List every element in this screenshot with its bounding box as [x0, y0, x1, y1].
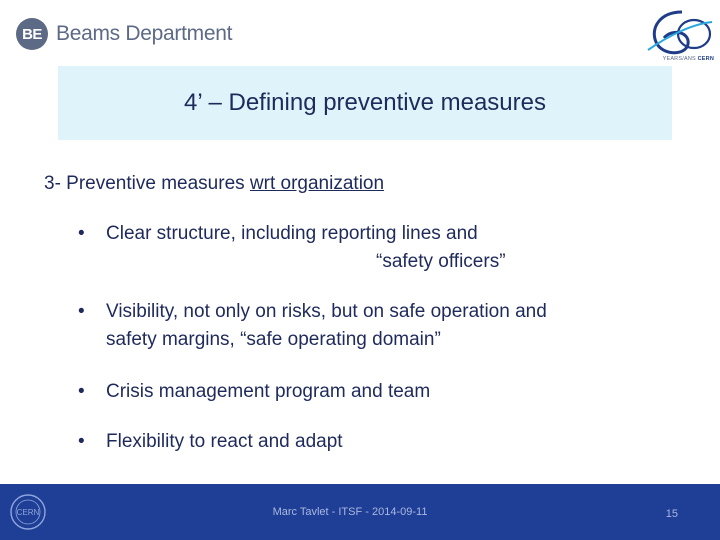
bullet-dot: • [78, 431, 85, 452]
bullet-item [78, 298, 686, 354]
anniversary-caption [663, 56, 714, 62]
footer-text: Marc Tavlet - ITSF - 2014-09-11 [272, 506, 428, 518]
anniversary-caption-org: CERN [697, 56, 714, 62]
bullet-item [78, 220, 686, 276]
bullet-text [106, 298, 686, 354]
subheading-underlined: wrt organization [249, 173, 385, 194]
cern-logo-text: CERN [16, 508, 40, 517]
bullet-line: Visibility, not only on risks, but on safe operation and [106, 301, 547, 322]
bullet-line: Clear structure, including reporting lines and [106, 223, 478, 244]
bullet-text [106, 220, 686, 276]
bullet-text: Crisis management program and team [106, 381, 431, 402]
be-initials: BE [16, 18, 48, 50]
slide-title: 4’ – Defining preventive measures [184, 89, 546, 116]
bullet-line: safety margins, “safe operating domain” [106, 329, 441, 350]
footer-bar [0, 484, 720, 540]
bullet-text: Flexibility to react and adapt [106, 431, 343, 452]
page-number: 15 [665, 508, 678, 520]
bullet-dot: • [78, 223, 85, 244]
bullet-line: “safety officers” [376, 251, 506, 272]
department-name: Beams Department [56, 22, 233, 45]
be-logo [16, 18, 232, 50]
bullet-item [78, 378, 686, 406]
bullet-dot: • [78, 381, 85, 402]
bullet-dot: • [78, 301, 85, 322]
bullet-item [78, 428, 686, 456]
title-box [58, 66, 672, 140]
subheading [44, 173, 384, 195]
subheading-prefix: 3- Preventive measures [44, 173, 250, 194]
anniversary-caption-prefix: YEARS/ANS [662, 56, 696, 62]
